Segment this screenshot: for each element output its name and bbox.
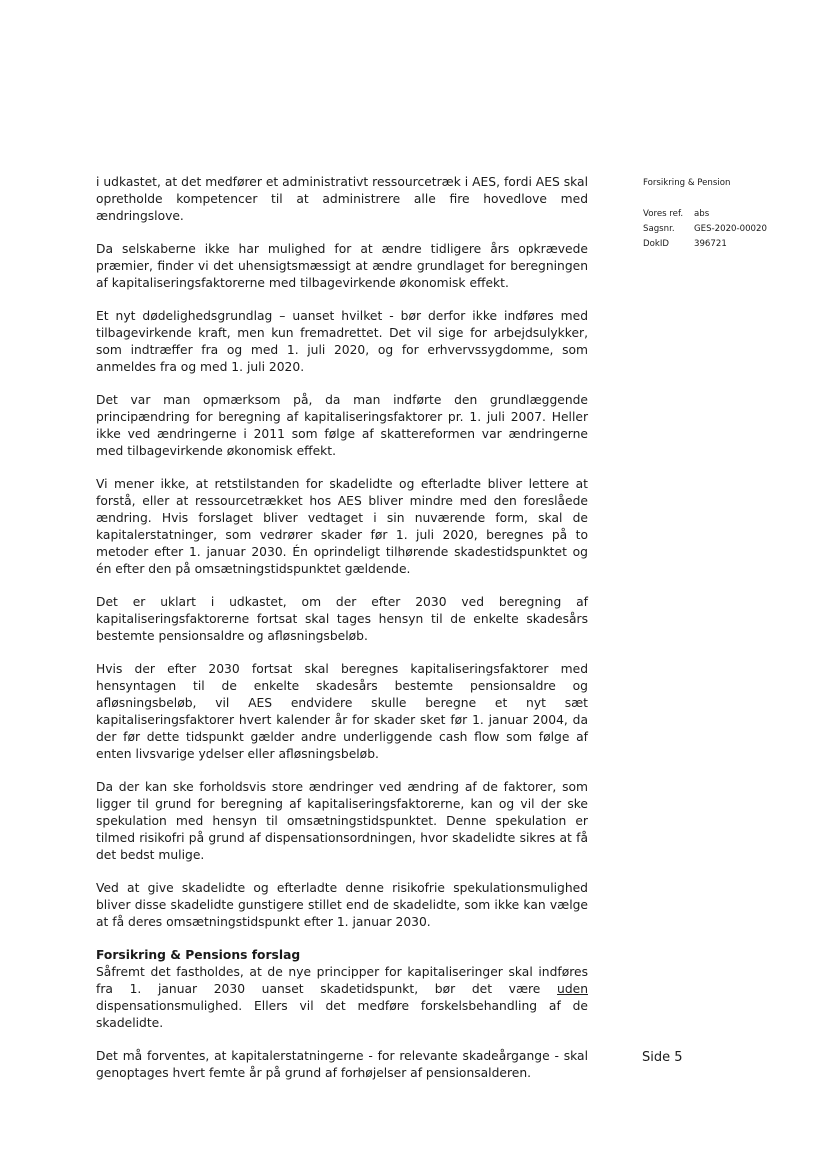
sender-organization: Forsikring & Pension	[643, 178, 731, 188]
case-number-label: Sagsnr.	[643, 224, 675, 234]
paragraph: Det må forventes, at kapitalerstatningerne - for relevante skadeårgange - skal genoptages hvert femte år på grund af forhøjelser af pensionsalderen.	[96, 1049, 588, 1080]
page-number: Side 5	[642, 1050, 683, 1065]
reference-row	[643, 207, 803, 222]
reference-label: Vores ref.	[643, 209, 684, 219]
doc-id-label: DokID	[643, 239, 670, 249]
section-heading: Forsikring & Pensions forslag	[96, 948, 301, 962]
paragraph: Hvis der efter 2030 fortsat skal beregnes kapitaliseringsfaktorer med hensyntagen til de enkelte skadesårs bestemte pensionsaldre og afløsningsbeløb, vil AES endvidere skulle beregne et nyt sæt kapitaliseringsfaktorer hvert kalender år for skader sket før 1. januar 2004, da der før dette tidspunkt gælder andre underliggende cash flow som følge af enten livsvarige ydelser eller afløsningsbeløb.	[96, 662, 588, 761]
case-number-row	[643, 222, 803, 237]
paragraph: Da selskaberne ikke har mulighed for at ændre tidligere års opkrævede præmier, finder vi det uhensigtsmæssigt at ændre grundlaget for beregningen af kapitaliseringsfaktorerne med tilbagevirkende økonomisk effekt.	[96, 242, 588, 290]
case-number-value: GES-2020-00020	[694, 224, 767, 234]
reference-sidebar	[643, 176, 803, 252]
paragraph: Det var man opmærksom på, da man indførte den grundlæggende principændring for beregning af kapitaliseringsfaktorer pr. 1. juli 2007. Heller ikke ved ændringerne i 2011 som følge af skattereformen var ændringerne med tilbagevirkende økonomisk effekt.	[96, 393, 588, 458]
paragraph: Vi mener ikke, at retstilstanden for skadelidte og efterladte bliver lettere at forstå, eller at ressourcetrækket hos AES bliver mindre med den foreslåede ændring. Hvis forslaget bliver vedtaget i sin nuværende form, skal de kapitalerstatninger, som vedrører skader før 1. juli 2020, beregnes på to metoder efter 1. januar 2030. Én oprindeligt tilhørende skadestidspunktet og én efter den på omsætningstidspunktet gældende.	[96, 477, 588, 576]
paragraph: Da der kan ske forholdsvis store ændringer ved ændring af de faktorer, som ligger til grund for beregning af kapitaliseringsfaktorerne, kan og vil der ske spekulation med hensyn til omsætningstidspunktet. Denne spekulation er tilmed risikofri på grund af dispensationsordningen, hvor skadelidte sikres at få det bedst mulige.	[96, 780, 588, 862]
paragraph: Et nyt dødelighedsgrundlag – uanset hvilket - bør derfor ikke indføres med tilbagevirkende kraft, men kun fremadrettet. Det vil sige for arbejdsulykker, som indtræffer fra og med 1. juli 2020, og for erhvervssygdomme, som anmeldes fra og med 1. juli 2020.	[96, 309, 588, 374]
paragraph	[96, 964, 588, 1032]
paragraph-text: dispensationsmulighed. Ellers vil det medføre forskelsbehandling af de skadelidte.	[96, 999, 588, 1030]
paragraph: Det er uklart i udkastet, om der efter 2030 ved beregning af kapitaliseringsfaktorerne fortsat skal tages hensyn til de enkelte skadesårs bestemte pensionsaldre og afløsningsbeløb.	[96, 595, 588, 643]
paragraph: i udkastet, at det medfører et administrativt ressourcetræk i AES, fordi AES skal opretholde kompetencer til at administrere alle fire hovedlove med ændringslove.	[96, 175, 588, 223]
doc-id-value: 396721	[694, 239, 727, 249]
document-body	[96, 174, 588, 1098]
reference-value: abs	[694, 209, 710, 219]
doc-id-row	[643, 237, 803, 252]
paragraph: Ved at give skadelidte og efterladte denne risikofrie spekulationsmulighed bliver disse skadelidte gunstigere stillet end de skadelidte, som ikke kan vælge at få deres omsætningstidspunkt efter 1. januar 2030.	[96, 881, 588, 929]
paragraph-text: Såfremt det fastholdes, at de nye principper for kapitaliseringer skal indføres fra 1. januar 2030 uanset skadetidspunkt, bør det være	[96, 965, 588, 996]
underlined-word: uden	[557, 982, 588, 996]
